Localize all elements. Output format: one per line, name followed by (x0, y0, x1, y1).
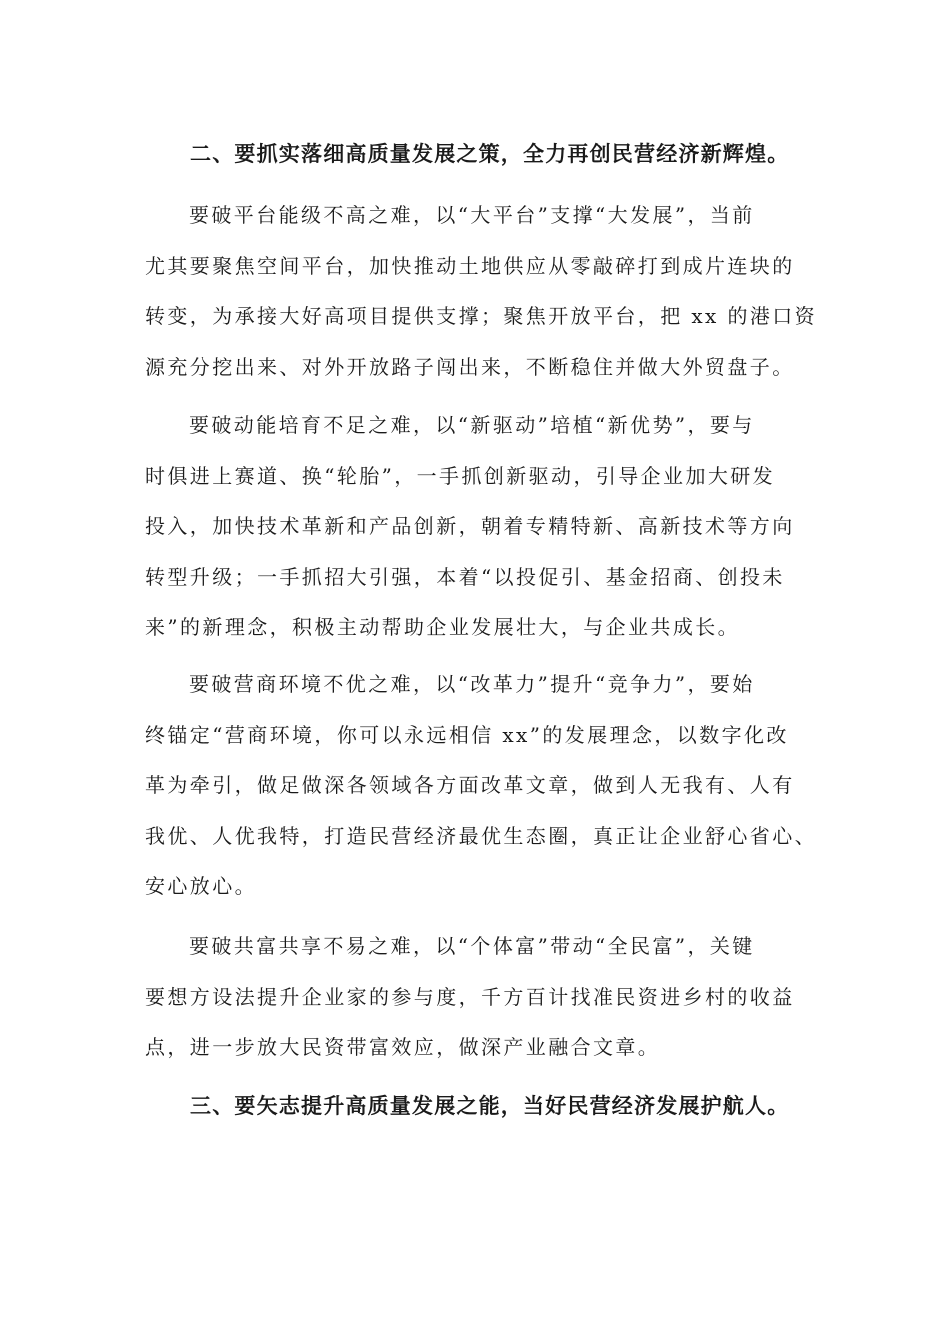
paragraph-line: 投入，加快技术革新和产品创新，朝着专精特新、高新技术等方向 (145, 514, 795, 538)
paragraph-line: 尤其要聚焦空间平台，加快推动土地供应从零敲碎打到成片连块的 (145, 253, 795, 278)
paragraph-line: 源充分挖出来、对外开放路子闯出来，不断稳住并做大外贸盘子。 (145, 354, 795, 379)
paragraph-line: 要破平台能级不高之难，以“大平台”支撑“大发展”，当前 (189, 203, 755, 227)
paragraph-line: 要破共富共享不易之难，以“个体富”带动“全民富”，关键 (189, 934, 755, 958)
paragraph-line: 时俱进上赛道、换“轮胎”，一手抓创新驱动，引导企业加大研发 (145, 463, 776, 488)
paragraph-platform (145, 201, 818, 403)
section-heading-2: 二、要抓实落细高质量发展之策，全力再创民营经济新辉煌。 (190, 141, 790, 166)
paragraph-line: 安心放心。 (145, 874, 257, 898)
paragraph-line: 要想方设法提升企业家的参与度，千方百计找准民资进乡村的收益 (145, 984, 795, 1009)
paragraph-line: 转变，为承接大好高项目提供支撑；聚焦开放平台，把 xx 的港口资 (145, 304, 818, 328)
paragraph-line: 转型升级；一手抓招大引强，本着“以投促引、基金招商、创投未 (145, 564, 785, 589)
paragraph-line: 点，进一步放大民资带富效应，做深产业融合文章。 (145, 1035, 661, 1059)
paragraph-business-environment (145, 670, 817, 923)
paragraph-line: 我优、人优我特，打造民营经济最优生态圈，真正让企业舒心省心、 (145, 823, 817, 848)
paragraph-line: 来”的新理念，积极主动帮助企业发展壮大，与企业共成长。 (145, 615, 741, 639)
paragraph-line: 要破营商环境不优之难，以“改革力”提升“竞争力”，要始 (189, 672, 755, 696)
paragraph-line: 要破动能培育不足之难，以“新驱动”培植“新优势”，要与 (189, 413, 755, 437)
paragraph-line: 革为牵引，做足做深各领域各方面改革文章，做到人无我有、人有 (145, 773, 795, 797)
paragraph-line: 终锚定“营商环境，你可以永远相信 xx”的发展理念，以数字化改 (145, 722, 789, 747)
paragraph-common-prosperity (145, 932, 807, 1084)
section-heading-3: 三、要矢志提升高质量发展之能，当好民营经济发展护航人。 (190, 1093, 790, 1118)
paragraph-momentum (145, 411, 807, 664)
